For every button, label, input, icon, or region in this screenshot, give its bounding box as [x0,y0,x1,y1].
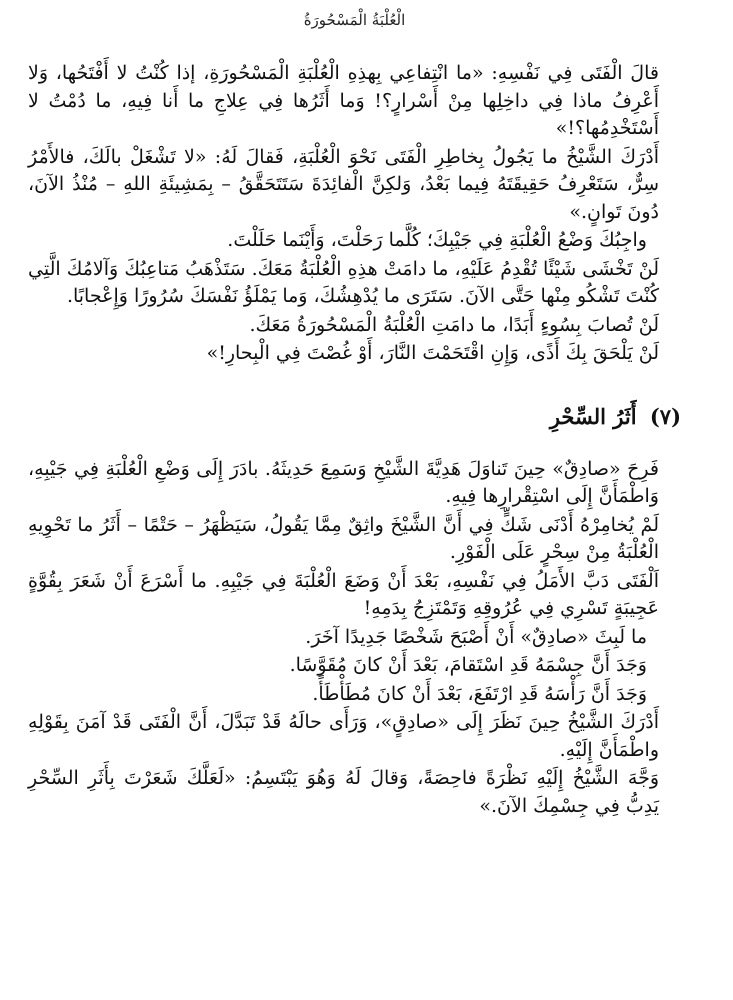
running-head: الْعُلْبَةُ الْمَسْحُورَةُ [303,11,406,29]
passage-part-2 [28,456,681,821]
section-number: (٧) [649,403,681,429]
passage-part-1 [28,60,681,368]
paragraph: وَجَّهَ الشَّيْخُ إِلَيْهِ نَظْرَةً فاحِصَةً، وَقالَ لَهُ وَهُوَ يَبْتَسِمُ: «لَعَلَّكَ شَعَرْتَ بِأَثَرِ السِّحْرِ يَدِبُّ فِي جِسْمِكَ الآنَ.» [28,767,659,817]
paragraph: اَلْفَتَى دَبَّ الأَمَلُ فِي نَفْسِهِ، بَعْدَ أَنْ وَضَعَ الْعُلْبَةَ فِي جَيْبِهِ. ما أَسْرَعَ أَنْ شَعَرَ بِقُوَّةٍ عَجِيبَةٍ تَسْرِي فِي عُرُوقِهِ وَتَمْتَزِجُ بِدَمِهِ! [28,569,659,619]
paragraph: أَدْرَكَ الشَّيْخُ ما يَجُولُ بِخاطِرِ الْفَتَى نَحْوَ الْعُلْبَةِ، فَقالَ لَهُ: «لا تَشْغَلْ بالَكَ، فالأَمْرُ سِرٌّ، سَتَعْرِفُ حَقِيقَتَهُ فِيما بَعْدُ، وَلكِنَّ الْفائِدَةَ سَتَتَحَقَّقُ – بِمَشِيئَةِ اللهِ – مُنْذُ الآنَ، دُونَ تَوانٍ.» [28,145,659,223]
section-title: أَثَرُ السِّحْرِ [549,403,637,429]
paragraph: لَنْ تُصابَ بِسُوءٍ أَبَدًا، ما دامَتِ الْعُلْبَةُ الْمَسْحُورَةُ مَعَكَ. [249,313,659,336]
paragraph: لَمْ يُخامِرْهُ أَدْنَى شَكٍّ فِي أَنَّ الشَّيْخَ واثِقٌ مِمَّا يَقُولُ، سَيَظْهَرُ – حَتْمًا – أَثَرُ ما تَحْوِيهِ الْعُلْبَةُ مِنْ سِحْرٍ عَلَى الْفَوْرِ. [28,513,659,563]
paragraph: فَرِحَ «صادِقٌ» حِينَ تَناوَلَ هَدِيَّةَ الشَّيْخِ وَسَمِعَ حَدِيثَهُ. بادَرَ إِلَى وَضْعِ الْعُلْبَةِ فِي جَيْبِهِ، وَاطْمَأَنَّ إِلَى اسْتِقْرارِها فِيهِ. [28,457,659,507]
paragraph: قالَ الْفَتَى فِي نَفْسِهِ: «ما انْتِفاعِي بِهذِهِ الْعُلْبَةِ الْمَسْحُورَةِ، إذا كُنْتُ لا أَفْتَحُها، وَلا أَعْرِفُ ماذا فِي داخِلِها مِنْ أَسْرارٍ؟! وَما أَثَرُها فِي عِلاجِ ما أَنا فِيهِ، ما دُمْتُ لا أَسْتَخْدِمُها؟!» [28,62,659,139]
paragraph: لَنْ تَخْشَى شَيْئًا تُقْدِمُ عَلَيْهِ، ما دامَتْ هذِهِ الْعُلْبَةُ مَعَكَ. سَتَذْهَبُ مَتاعِبُكَ وَآلامُكَ الَّتِي كُنْتَ تَشْكُو مِنْها حَتَّى الآنَ. سَتَرَى ما يُدْهِشُكَ، وَما يَمْلَؤُ نَفْسَكَ سُرُورًا وَإِعْجابًا. [28,257,659,307]
paragraph: وَجَدَ أَنَّ رَأْسَهُ قَدِ ارْتَفَعَ، بَعْدَ أَنْ كانَ مُطَأْطَأً. [312,682,647,705]
paragraph: وَجَدَ أَنَّ جِسْمَهُ قَدِ اسْتَقامَ، بَعْدَ أَنْ كانَ مُقَوَّسًا. [289,654,647,676]
section-heading [28,402,681,432]
paragraph: ما لَبِثَ «صادِقٌ» أَنْ أَصْبَحَ شَخْصًا جَدِيدًا آخَرَ. [305,625,647,648]
paragraph: أَدْرَكَ الشَّيْخُ حِينَ نَظَرَ إِلَى «صادِقٍ»، وَرَأَى حالَهُ قَدْ تَبَدَّلَ، أَنَّ الْفَتَى قَدْ آمَنَ بِقَوْلِهِ واطْمَأَنَّ إِلَيْهِ. [28,711,659,761]
paragraph: واجِبُكَ وَضْعُ الْعُلْبَةِ فِي جَيْبِكَ؛ كُلَّما رَحَلْتَ، وَأَيْنَما حَلَلْتَ. [227,229,647,251]
paragraph: لَنْ يَلْحَقَ بِكَ أَذًى، وَإِنِ اقْتَحَمْتَ النَّارَ، أَوْ غُصْتَ فِي الْبِحارِ!» [206,342,659,364]
